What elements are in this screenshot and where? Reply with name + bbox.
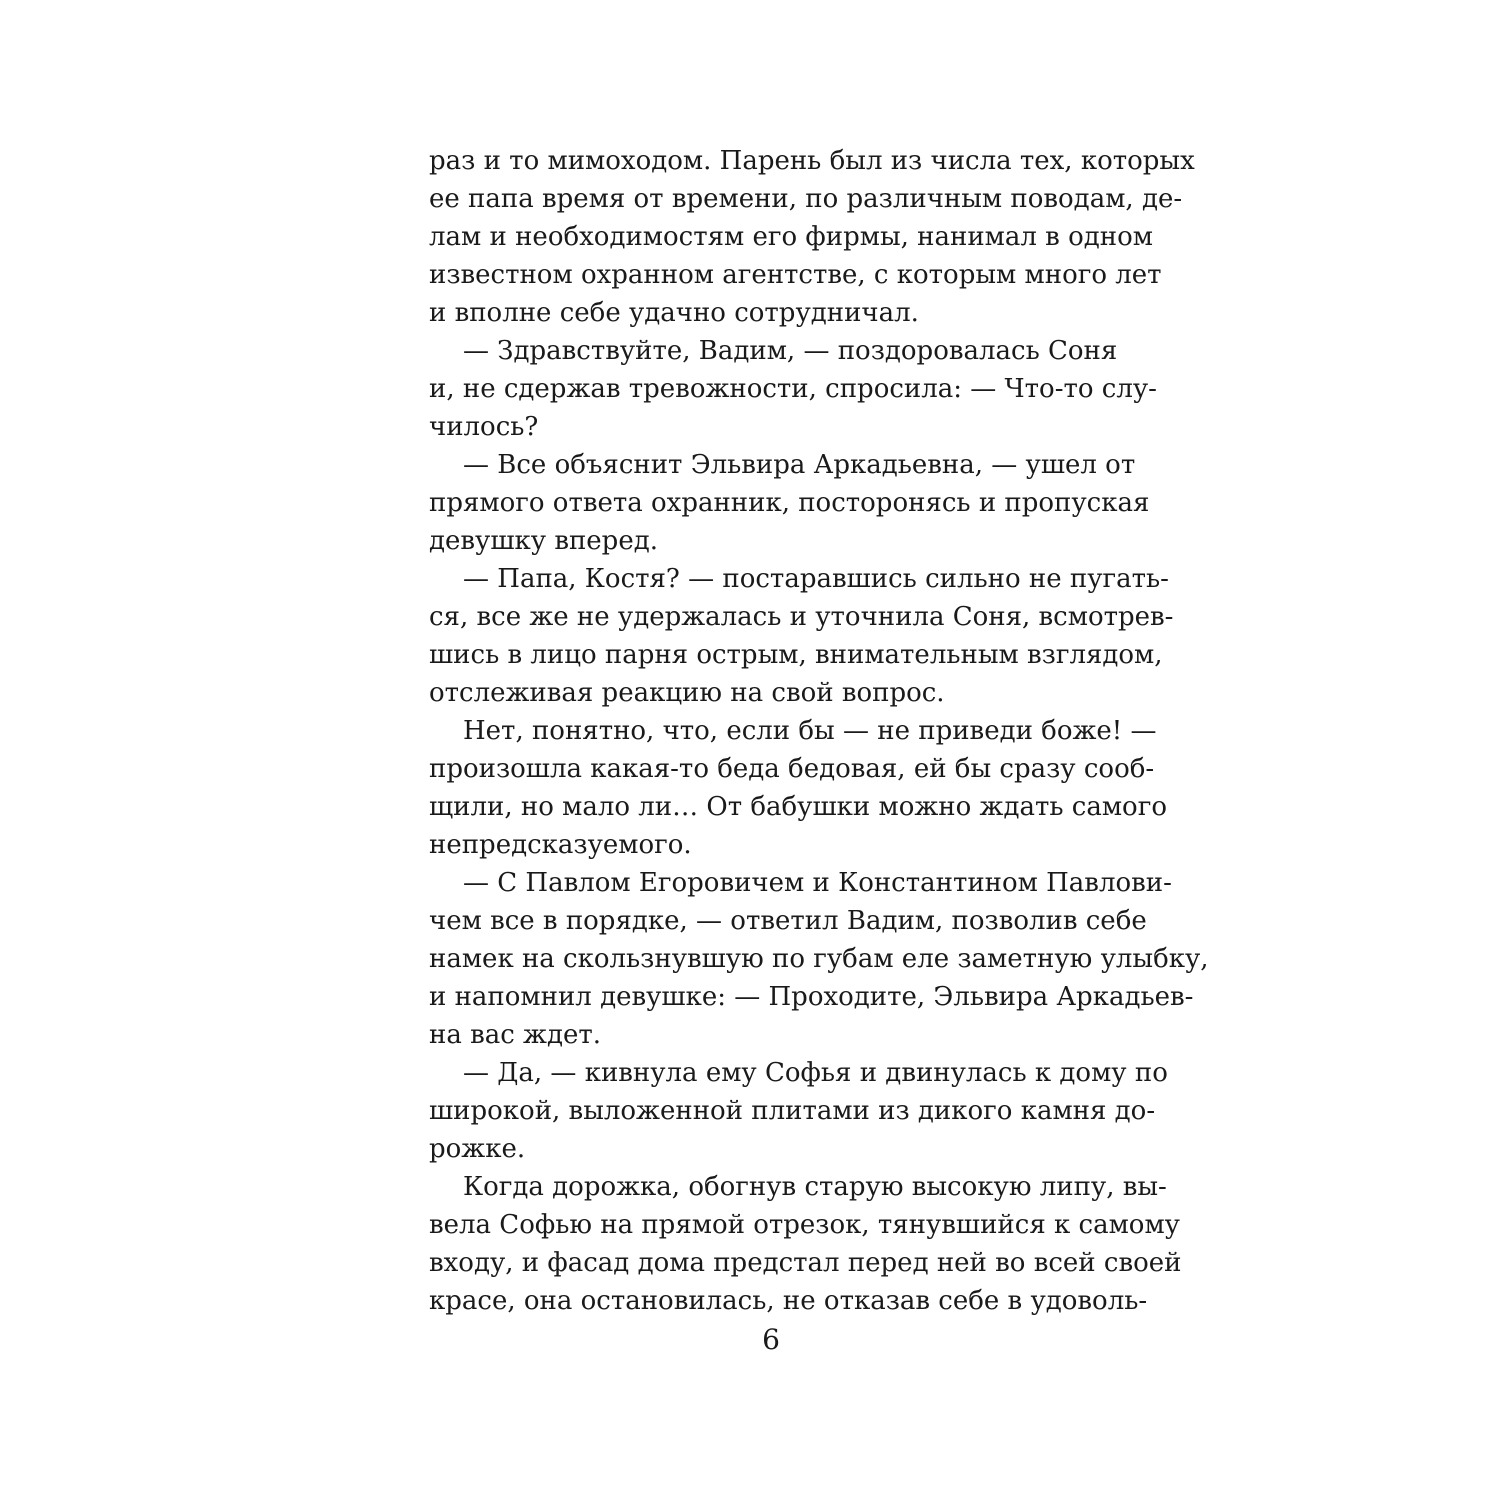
text-line: — Папа, Костя? — постаравшись сильно не пугать-: [463, 564, 1169, 594]
text-line: раз и то мимоходом. Парень был из числа тех, которых: [429, 146, 1195, 176]
text-line: и напомнил девушке: — Проходите, Эльвира Аркадьев-: [429, 982, 1194, 1012]
text-line: на вас ждет.: [429, 1020, 602, 1050]
text-line: прямого ответа охранник, посторонясь и пропуская: [429, 488, 1150, 518]
text-line: — Здравствуйте, Вадим, — поздоровалась Соня: [463, 336, 1118, 366]
text-line: — С Павлом Егоровичем и Константином Павлови-: [463, 868, 1172, 898]
text-line: ее папа время от времени, по различным поводам, де-: [429, 184, 1183, 214]
text-line: и вполне себе удачно сотрудничал.: [429, 298, 919, 328]
text-line: девушку вперед.: [429, 526, 658, 556]
text-line: ся, все же не удержалась и уточнила Соня, всмотрев-: [429, 602, 1174, 632]
text-line: чем все в порядке, — ответил Вадим, позволив себе: [429, 906, 1147, 936]
text-line: отслеживая реакцию на свой вопрос.: [429, 678, 945, 708]
text-line: Нет, понятно, что, если бы — не приведи боже! —: [463, 716, 1157, 746]
text-line: лам и необходимостям его фирмы, нанимал в одном: [429, 222, 1153, 252]
text-line: шись в лицо парня острым, внимательным взглядом,: [429, 640, 1163, 670]
text-line: — Все объяснит Эльвира Аркадьевна, — ушел от: [463, 450, 1136, 480]
text-line: намек на скользнувшую по губам еле заметную улыбку,: [429, 944, 1209, 974]
text-line: широкой, выложенной плитами из дикого камня до-: [429, 1096, 1156, 1126]
text-line: и, не сдержав тревожности, спросила: — Что-то слу-: [429, 374, 1157, 404]
text-line: — Да, — кивнула ему Софья и двинулась к дому по: [463, 1058, 1168, 1088]
text-line: вела Софью на прямой отрезок, тянувшийся к самому: [429, 1210, 1180, 1240]
text-line: чилось?: [429, 412, 539, 442]
text-line: красе, она остановилась, не отказав себе в удоволь-: [429, 1286, 1148, 1316]
text-line: известном охранном агентстве, с которым много лет: [429, 260, 1162, 290]
text-line: входу, и фасад дома предстал перед ней во всей своей: [429, 1248, 1182, 1278]
body-text: [429, 142, 1209, 1320]
page-number: 6: [762, 1323, 780, 1356]
text-line: щили, но мало ли… От бабушки можно ждать самого: [429, 792, 1167, 822]
text-line: рожке.: [429, 1134, 526, 1164]
text-line: Когда дорожка, обогнув старую высокую липу, вы-: [463, 1172, 1167, 1202]
text-line: непредсказуемого.: [429, 830, 692, 860]
text-line: произошла какая-то беда бедовая, ей бы сразу сооб-: [429, 754, 1155, 784]
